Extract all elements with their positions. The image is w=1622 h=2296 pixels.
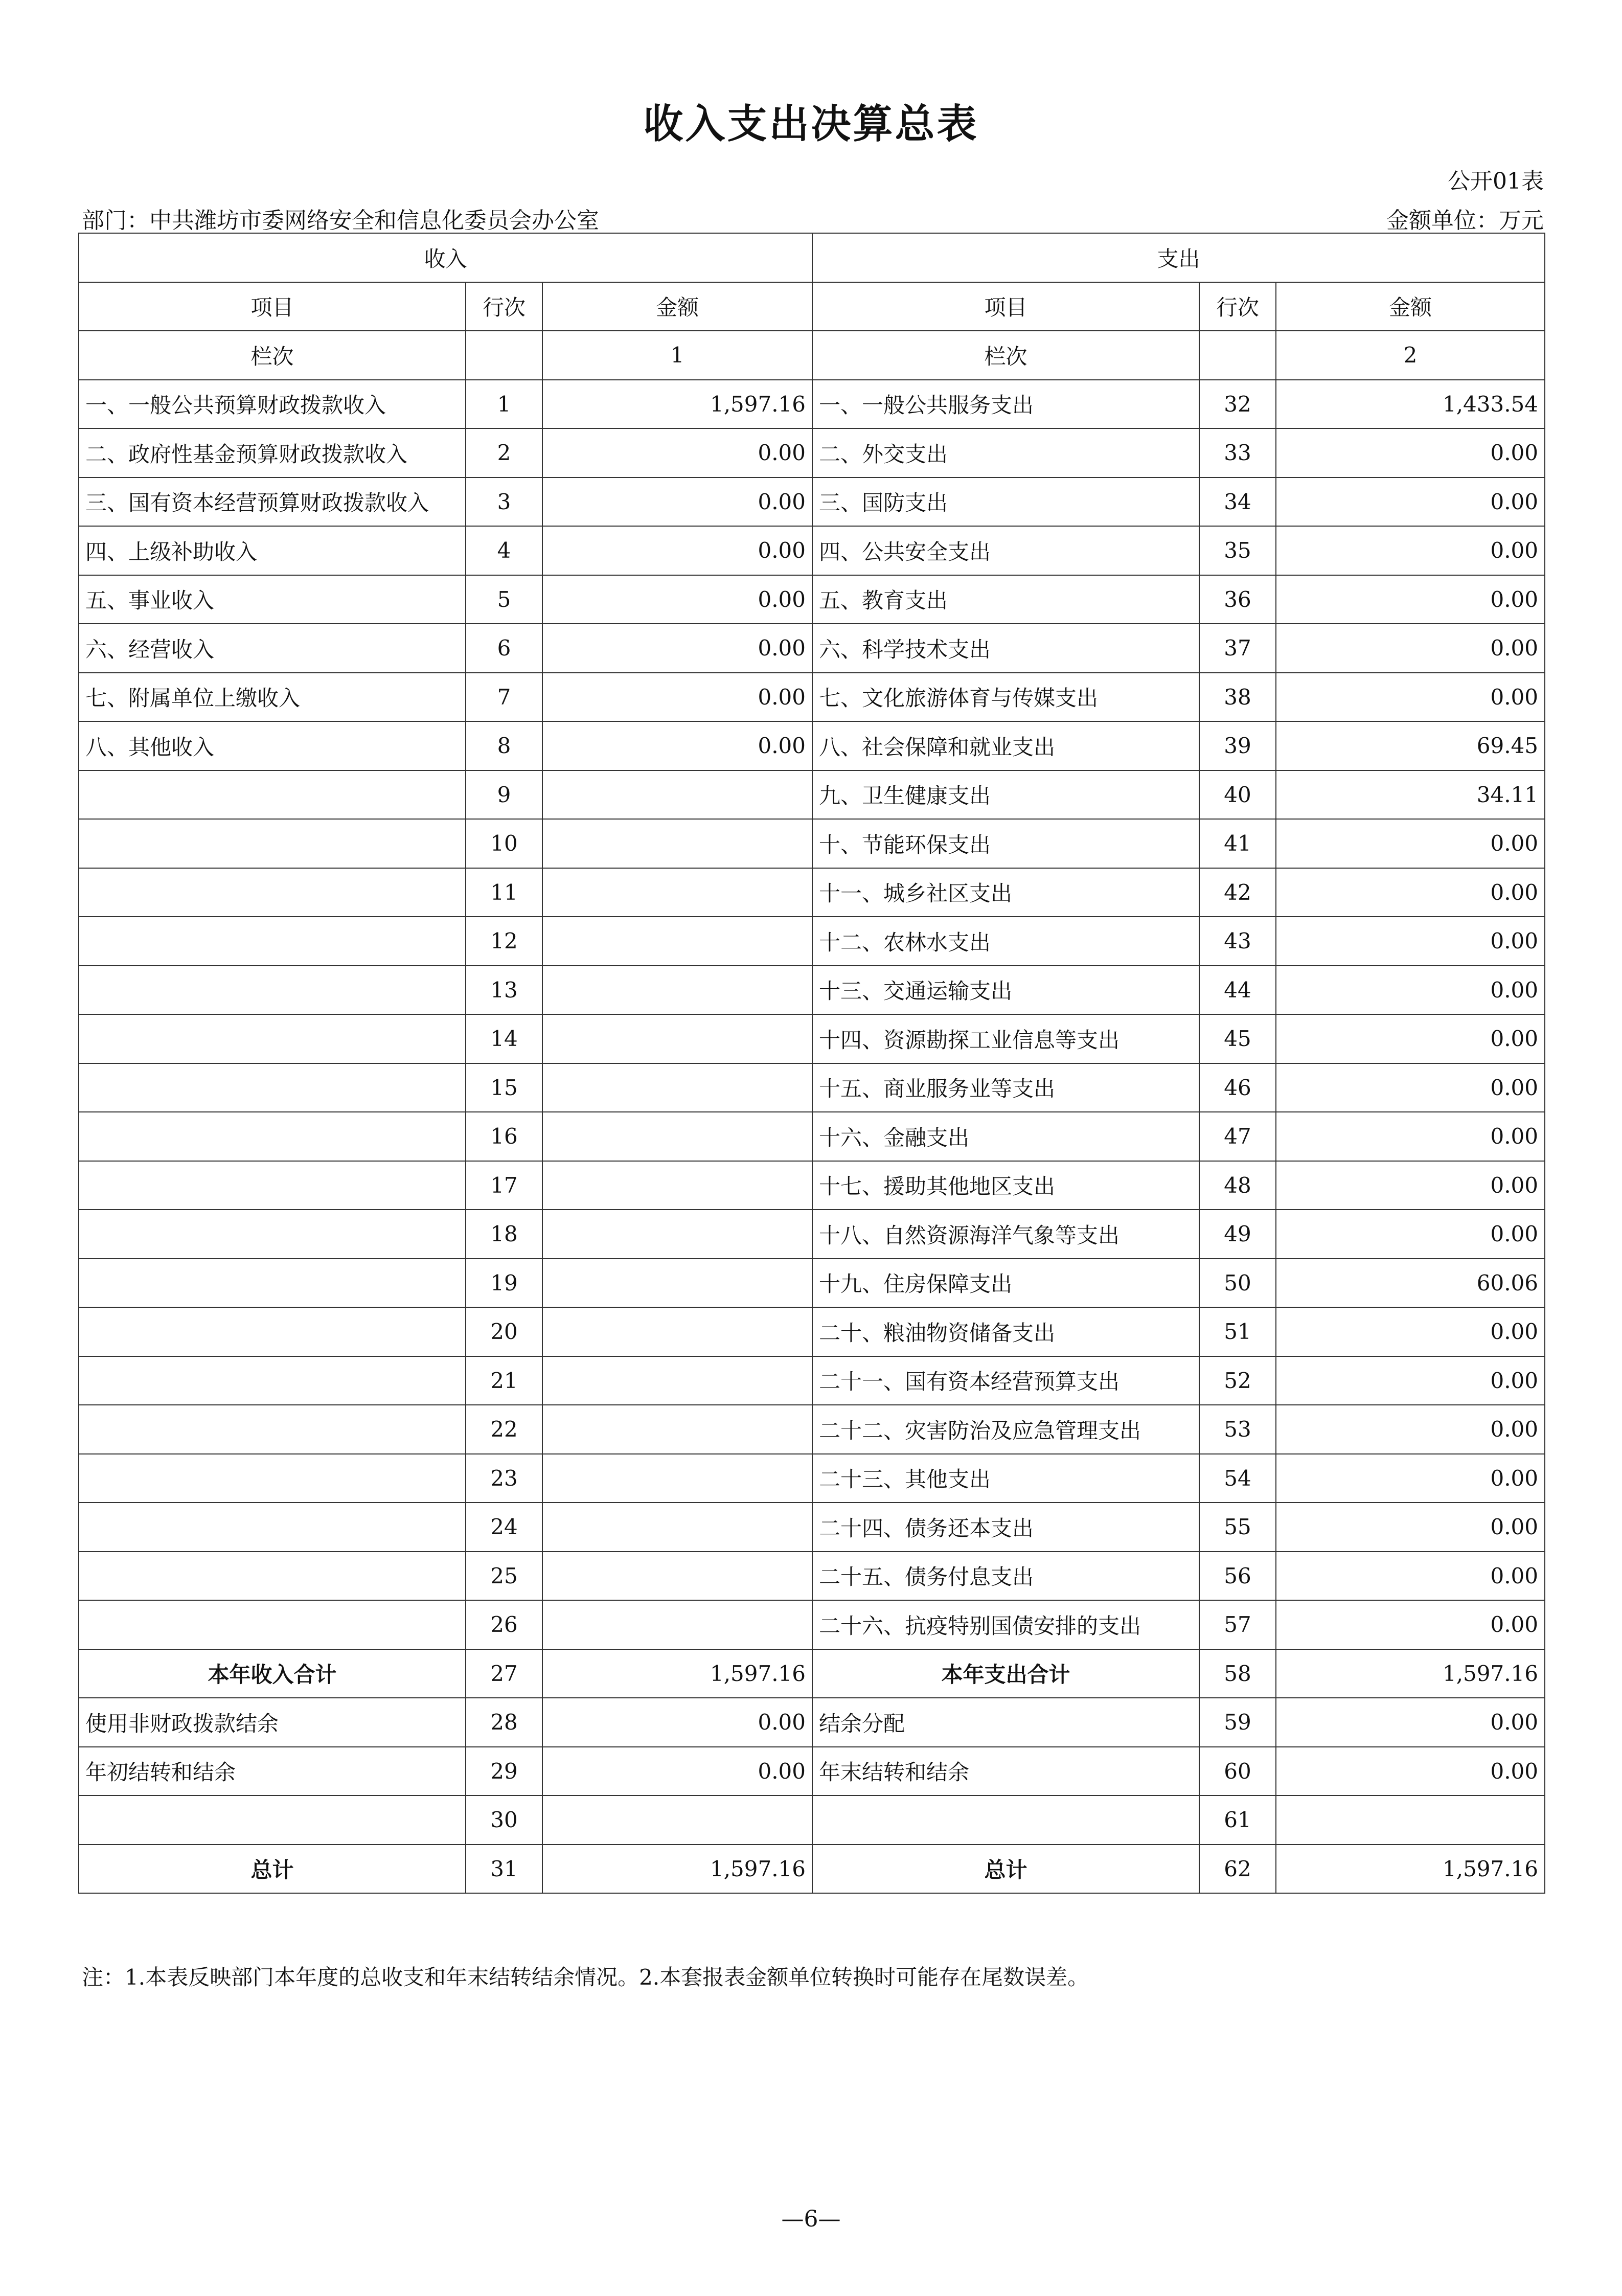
- table-row: [79, 478, 1545, 527]
- expense-line-cell: 36: [1199, 575, 1276, 624]
- expense-amount-cell: 60.06: [1276, 1259, 1545, 1308]
- table-row: [79, 1600, 1545, 1649]
- income-section-header: 收入: [79, 233, 812, 282]
- table-row: [79, 1747, 1545, 1796]
- income-amount-cell: [542, 1600, 812, 1649]
- expense-item-cell: 九、卫生健康支出: [812, 770, 1199, 820]
- expense-column-number: 2: [1276, 331, 1545, 380]
- expense-line-cell: 50: [1199, 1259, 1276, 1308]
- income-line-cell: 8: [466, 721, 542, 770]
- income-line-cell: 3: [466, 478, 542, 527]
- income-line-cell: 26: [466, 1600, 542, 1649]
- expense-amount-cell: 0.00: [1276, 868, 1545, 917]
- income-item-cell: [79, 1112, 466, 1161]
- table-row: [79, 1112, 1545, 1161]
- income-line-cell: 6: [466, 624, 542, 673]
- expense-amount-cell: 0.00: [1276, 1698, 1545, 1747]
- income-amount-cell: 0.00: [542, 526, 812, 575]
- expense-amount-cell: 0.00: [1276, 1552, 1545, 1601]
- expense-item-cell: 七、文化旅游体育与传媒支出: [812, 673, 1199, 722]
- income-item-cell: [79, 966, 466, 1015]
- income-amount-cell: [542, 1259, 812, 1308]
- table-row: [79, 1795, 1545, 1845]
- unit-label: 金额单位：万元: [1386, 208, 1544, 234]
- expense-line-cell: 43: [1199, 917, 1276, 966]
- section-header-row: [79, 233, 1545, 282]
- table-row: [79, 1698, 1545, 1747]
- income-line-cell: 10: [466, 819, 542, 868]
- expense-item-cell: 十八、自然资源海洋气象等支出: [812, 1210, 1199, 1259]
- income-line-cell: 2: [466, 428, 542, 478]
- income-item-cell: [79, 917, 466, 966]
- expense-amount-cell: 0.00: [1276, 428, 1545, 478]
- expense-item-cell: 十六、金融支出: [812, 1112, 1199, 1161]
- income-column-blank: [466, 331, 542, 380]
- expense-amount-cell: 0.00: [1276, 1356, 1545, 1405]
- expense-line-cell: 34: [1199, 478, 1276, 527]
- table-row: [79, 966, 1545, 1015]
- expense-item-cell: 一、一般公共服务支出: [812, 380, 1199, 429]
- table-row: [79, 819, 1545, 868]
- table-row: [79, 1063, 1545, 1112]
- income-item-cell: [79, 1356, 466, 1405]
- expense-line-cell: 44: [1199, 966, 1276, 1015]
- income-amount-cell: [542, 1405, 812, 1454]
- column-number-row: [79, 331, 1545, 380]
- income-item-cell: 七、附属单位上缴收入: [79, 673, 466, 722]
- expense-amount-cell: 0.00: [1276, 819, 1545, 868]
- expense-item-cell: 年末结转和结余: [812, 1747, 1199, 1796]
- table-row: [79, 1161, 1545, 1210]
- table-row: [79, 624, 1545, 673]
- income-line-cell: 1: [466, 380, 542, 429]
- table-row: [79, 917, 1545, 966]
- expense-amount-cell: 0.00: [1276, 1307, 1545, 1356]
- table-row: [79, 1307, 1545, 1356]
- income-amount-cell: 0.00: [542, 721, 812, 770]
- income-amount-cell: [542, 1161, 812, 1210]
- table-row: [79, 1503, 1545, 1552]
- income-line-cell: 24: [466, 1503, 542, 1552]
- income-amount-cell: [542, 1552, 812, 1601]
- expense-item-cell: 十、节能环保支出: [812, 819, 1199, 868]
- expense-amount-cell: 0.00: [1276, 1405, 1545, 1454]
- expense-column-label: 栏次: [812, 331, 1199, 380]
- income-item-cell: 六、经营收入: [79, 624, 466, 673]
- expense-line-cell: 59: [1199, 1698, 1276, 1747]
- income-amount-cell: [542, 770, 812, 820]
- expense-line-cell: 52: [1199, 1356, 1276, 1405]
- income-line-header: 行次: [466, 282, 542, 331]
- income-item-cell: 总计: [79, 1845, 466, 1894]
- expense-item-cell: 总计: [812, 1845, 1199, 1894]
- income-item-header: 项目: [79, 282, 466, 331]
- expense-line-cell: 32: [1199, 380, 1276, 429]
- expense-line-cell: 38: [1199, 673, 1276, 722]
- income-amount-cell: 0.00: [542, 1698, 812, 1747]
- expense-item-cell: 二十五、债务付息支出: [812, 1552, 1199, 1601]
- expense-item-cell: 十七、援助其他地区支出: [812, 1161, 1199, 1210]
- income-item-cell: [79, 1259, 466, 1308]
- table-row: [79, 1845, 1545, 1894]
- expense-item-cell: 六、科学技术支出: [812, 624, 1199, 673]
- expense-item-cell: 二十六、抗疫特别国债安排的支出: [812, 1600, 1199, 1649]
- expense-line-cell: 46: [1199, 1063, 1276, 1112]
- table-row: [79, 575, 1545, 624]
- expense-amount-cell: 0.00: [1276, 1210, 1545, 1259]
- expense-line-cell: 58: [1199, 1649, 1276, 1698]
- expense-line-cell: 40: [1199, 770, 1276, 820]
- expense-line-cell: 45: [1199, 1014, 1276, 1063]
- table-row: [79, 1405, 1545, 1454]
- expense-line-cell: 61: [1199, 1795, 1276, 1845]
- expense-line-cell: 41: [1199, 819, 1276, 868]
- income-amount-cell: [542, 917, 812, 966]
- income-line-cell: 14: [466, 1014, 542, 1063]
- income-line-cell: 12: [466, 917, 542, 966]
- expense-line-header: 行次: [1199, 282, 1276, 331]
- expense-column-blank: [1199, 331, 1276, 380]
- page-number: —6—: [781, 2206, 841, 2232]
- expense-amount-cell: 0.00: [1276, 1503, 1545, 1552]
- expense-item-cell: 十五、商业服务业等支出: [812, 1063, 1199, 1112]
- expense-amount-cell: 0.00: [1276, 1454, 1545, 1503]
- income-item-cell: 二、政府性基金预算财政拨款收入: [79, 428, 466, 478]
- expense-item-cell: 八、社会保障和就业支出: [812, 721, 1199, 770]
- expense-amount-cell: 1,597.16: [1276, 1649, 1545, 1698]
- income-item-cell: [79, 1795, 466, 1845]
- table-row: [79, 380, 1545, 429]
- expense-item-cell: 十三、交通运输支出: [812, 966, 1199, 1015]
- expense-line-cell: 51: [1199, 1307, 1276, 1356]
- footnote: 注：1.本表反映部门本年度的总收支和年末结转结余情况。2.本套报表金额单位转换时可能存在尾数误差。: [82, 1965, 1089, 1990]
- expense-item-cell: 十二、农林水支出: [812, 917, 1199, 966]
- income-line-cell: 5: [466, 575, 542, 624]
- income-amount-cell: [542, 966, 812, 1015]
- table-row: [79, 721, 1545, 770]
- table-row: [79, 1014, 1545, 1063]
- expense-amount-cell: 0.00: [1276, 624, 1545, 673]
- table-row: [79, 1649, 1545, 1698]
- table-row: [79, 428, 1545, 478]
- income-item-cell: [79, 1210, 466, 1259]
- expense-item-cell: 三、国防支出: [812, 478, 1199, 527]
- income-amount-cell: 1,597.16: [542, 380, 812, 429]
- income-column-number: 1: [542, 331, 812, 380]
- expense-item-cell: 四、公共安全支出: [812, 526, 1199, 575]
- income-item-cell: 八、其他收入: [79, 721, 466, 770]
- income-line-cell: 20: [466, 1307, 542, 1356]
- table-row: [79, 526, 1545, 575]
- expense-item-cell: 二十三、其他支出: [812, 1454, 1199, 1503]
- income-amount-cell: [542, 868, 812, 917]
- expense-amount-cell: 0.00: [1276, 575, 1545, 624]
- income-item-cell: [79, 1503, 466, 1552]
- income-line-cell: 25: [466, 1552, 542, 1601]
- expense-item-cell: 十一、城乡社区支出: [812, 868, 1199, 917]
- income-item-cell: 使用非财政拨款结余: [79, 1698, 466, 1747]
- income-item-cell: 一、一般公共预算财政拨款收入: [79, 380, 466, 429]
- table-row: [79, 1259, 1545, 1308]
- income-amount-cell: 0.00: [542, 673, 812, 722]
- income-line-cell: 19: [466, 1259, 542, 1308]
- expense-amount-cell: 0.00: [1276, 1747, 1545, 1796]
- income-amount-cell: 1,597.16: [542, 1649, 812, 1698]
- expense-line-cell: 62: [1199, 1845, 1276, 1894]
- table-row: [79, 1552, 1545, 1601]
- income-line-cell: 23: [466, 1454, 542, 1503]
- table-row: [79, 1210, 1545, 1259]
- expense-amount-cell: 0.00: [1276, 526, 1545, 575]
- expense-line-cell: 57: [1199, 1600, 1276, 1649]
- income-item-cell: [79, 1014, 466, 1063]
- income-line-cell: 11: [466, 868, 542, 917]
- income-line-cell: 17: [466, 1161, 542, 1210]
- expense-item-cell: 二十四、债务还本支出: [812, 1503, 1199, 1552]
- expense-item-cell: 二十一、国有资本经营预算支出: [812, 1356, 1199, 1405]
- expense-line-cell: 42: [1199, 868, 1276, 917]
- income-line-cell: 16: [466, 1112, 542, 1161]
- income-line-cell: 31: [466, 1845, 542, 1894]
- income-amount-cell: 0.00: [542, 575, 812, 624]
- expense-line-cell: 60: [1199, 1747, 1276, 1796]
- income-line-cell: 22: [466, 1405, 542, 1454]
- expense-amount-cell: 0.00: [1276, 1063, 1545, 1112]
- income-line-cell: 30: [466, 1795, 542, 1845]
- income-amount-cell: [542, 1063, 812, 1112]
- expense-amount-cell: 0.00: [1276, 478, 1545, 527]
- income-amount-cell: 0.00: [542, 624, 812, 673]
- income-line-cell: 15: [466, 1063, 542, 1112]
- income-amount-cell: 0.00: [542, 428, 812, 478]
- expense-amount-cell: 0.00: [1276, 1014, 1545, 1063]
- expense-amount-cell: 0.00: [1276, 966, 1545, 1015]
- expense-amount-cell: 0.00: [1276, 1600, 1545, 1649]
- page-title: 收入支出决算总表: [643, 101, 979, 147]
- expense-line-cell: 55: [1199, 1503, 1276, 1552]
- income-line-cell: 27: [466, 1649, 542, 1698]
- expense-line-cell: 39: [1199, 721, 1276, 770]
- income-line-cell: 9: [466, 770, 542, 820]
- table-row: [79, 770, 1545, 820]
- expense-item-cell: [812, 1795, 1199, 1845]
- expense-amount-cell: 0.00: [1276, 1161, 1545, 1210]
- table-row: [79, 1356, 1545, 1405]
- income-line-cell: 29: [466, 1747, 542, 1796]
- expense-item-cell: 五、教育支出: [812, 575, 1199, 624]
- expense-item-cell: 十九、住房保障支出: [812, 1259, 1199, 1308]
- income-expense-table: [78, 233, 1545, 1894]
- income-amount-cell: [542, 1210, 812, 1259]
- expense-amount-cell: 0.00: [1276, 917, 1545, 966]
- income-item-cell: 四、上级补助收入: [79, 526, 466, 575]
- expense-amount-cell: 34.11: [1276, 770, 1545, 820]
- table-row: [79, 1454, 1545, 1503]
- income-line-cell: 28: [466, 1698, 542, 1747]
- expense-line-cell: 54: [1199, 1454, 1276, 1503]
- income-amount-header: 金额: [542, 282, 812, 331]
- form-code: 公开01表: [1448, 168, 1544, 194]
- income-line-cell: 18: [466, 1210, 542, 1259]
- income-item-cell: 三、国有资本经营预算财政拨款收入: [79, 478, 466, 527]
- income-item-cell: [79, 1454, 466, 1503]
- income-amount-cell: 0.00: [542, 1747, 812, 1796]
- income-line-cell: 13: [466, 966, 542, 1015]
- expense-line-cell: 37: [1199, 624, 1276, 673]
- income-amount-cell: 1,597.16: [542, 1845, 812, 1894]
- income-amount-cell: [542, 1454, 812, 1503]
- income-amount-cell: [542, 1112, 812, 1161]
- expense-item-cell: 二十二、灾害防治及应急管理支出: [812, 1405, 1199, 1454]
- expense-line-cell: 49: [1199, 1210, 1276, 1259]
- expense-line-cell: 56: [1199, 1552, 1276, 1601]
- expense-amount-header: 金额: [1276, 282, 1545, 331]
- income-item-cell: [79, 770, 466, 820]
- expense-line-cell: 48: [1199, 1161, 1276, 1210]
- income-amount-cell: [542, 1795, 812, 1845]
- income-item-cell: 年初结转和结余: [79, 1747, 466, 1796]
- income-item-cell: [79, 1161, 466, 1210]
- expense-item-header: 项目: [812, 282, 1199, 331]
- expense-line-cell: 53: [1199, 1405, 1276, 1454]
- income-item-cell: [79, 1063, 466, 1112]
- income-item-cell: [79, 1600, 466, 1649]
- expense-section-header: 支出: [812, 233, 1545, 282]
- expense-item-cell: 二、外交支出: [812, 428, 1199, 478]
- table-row: [79, 673, 1545, 722]
- expense-amount-cell: [1276, 1795, 1545, 1845]
- income-column-label: 栏次: [79, 331, 466, 380]
- income-item-cell: [79, 868, 466, 917]
- expense-line-cell: 47: [1199, 1112, 1276, 1161]
- expense-item-cell: 十四、资源勘探工业信息等支出: [812, 1014, 1199, 1063]
- income-item-cell: 五、事业收入: [79, 575, 466, 624]
- table-row: [79, 868, 1545, 917]
- income-item-cell: [79, 1307, 466, 1356]
- income-line-cell: 21: [466, 1356, 542, 1405]
- department-label: 部门：中共潍坊市委网络安全和信息化委员会办公室: [82, 208, 599, 234]
- table-body: [79, 380, 1545, 1894]
- income-amount-cell: 0.00: [542, 478, 812, 527]
- income-line-cell: 4: [466, 526, 542, 575]
- income-item-cell: [79, 1552, 466, 1601]
- income-amount-cell: [542, 1014, 812, 1063]
- expense-amount-cell: 69.45: [1276, 721, 1545, 770]
- income-amount-cell: [542, 1307, 812, 1356]
- expense-line-cell: 35: [1199, 526, 1276, 575]
- column-header-row: [79, 282, 1545, 331]
- expense-amount-cell: 0.00: [1276, 673, 1545, 722]
- expense-item-cell: 本年支出合计: [812, 1649, 1199, 1698]
- income-item-cell: [79, 819, 466, 868]
- income-item-cell: 本年收入合计: [79, 1649, 466, 1698]
- expense-item-cell: 结余分配: [812, 1698, 1199, 1747]
- expense-amount-cell: 1,433.54: [1276, 380, 1545, 429]
- expense-amount-cell: 1,597.16: [1276, 1845, 1545, 1894]
- expense-line-cell: 33: [1199, 428, 1276, 478]
- expense-item-cell: 二十、粮油物资储备支出: [812, 1307, 1199, 1356]
- income-line-cell: 7: [466, 673, 542, 722]
- income-item-cell: [79, 1405, 466, 1454]
- expense-amount-cell: 0.00: [1276, 1112, 1545, 1161]
- income-amount-cell: [542, 819, 812, 868]
- income-amount-cell: [542, 1503, 812, 1552]
- income-amount-cell: [542, 1356, 812, 1405]
